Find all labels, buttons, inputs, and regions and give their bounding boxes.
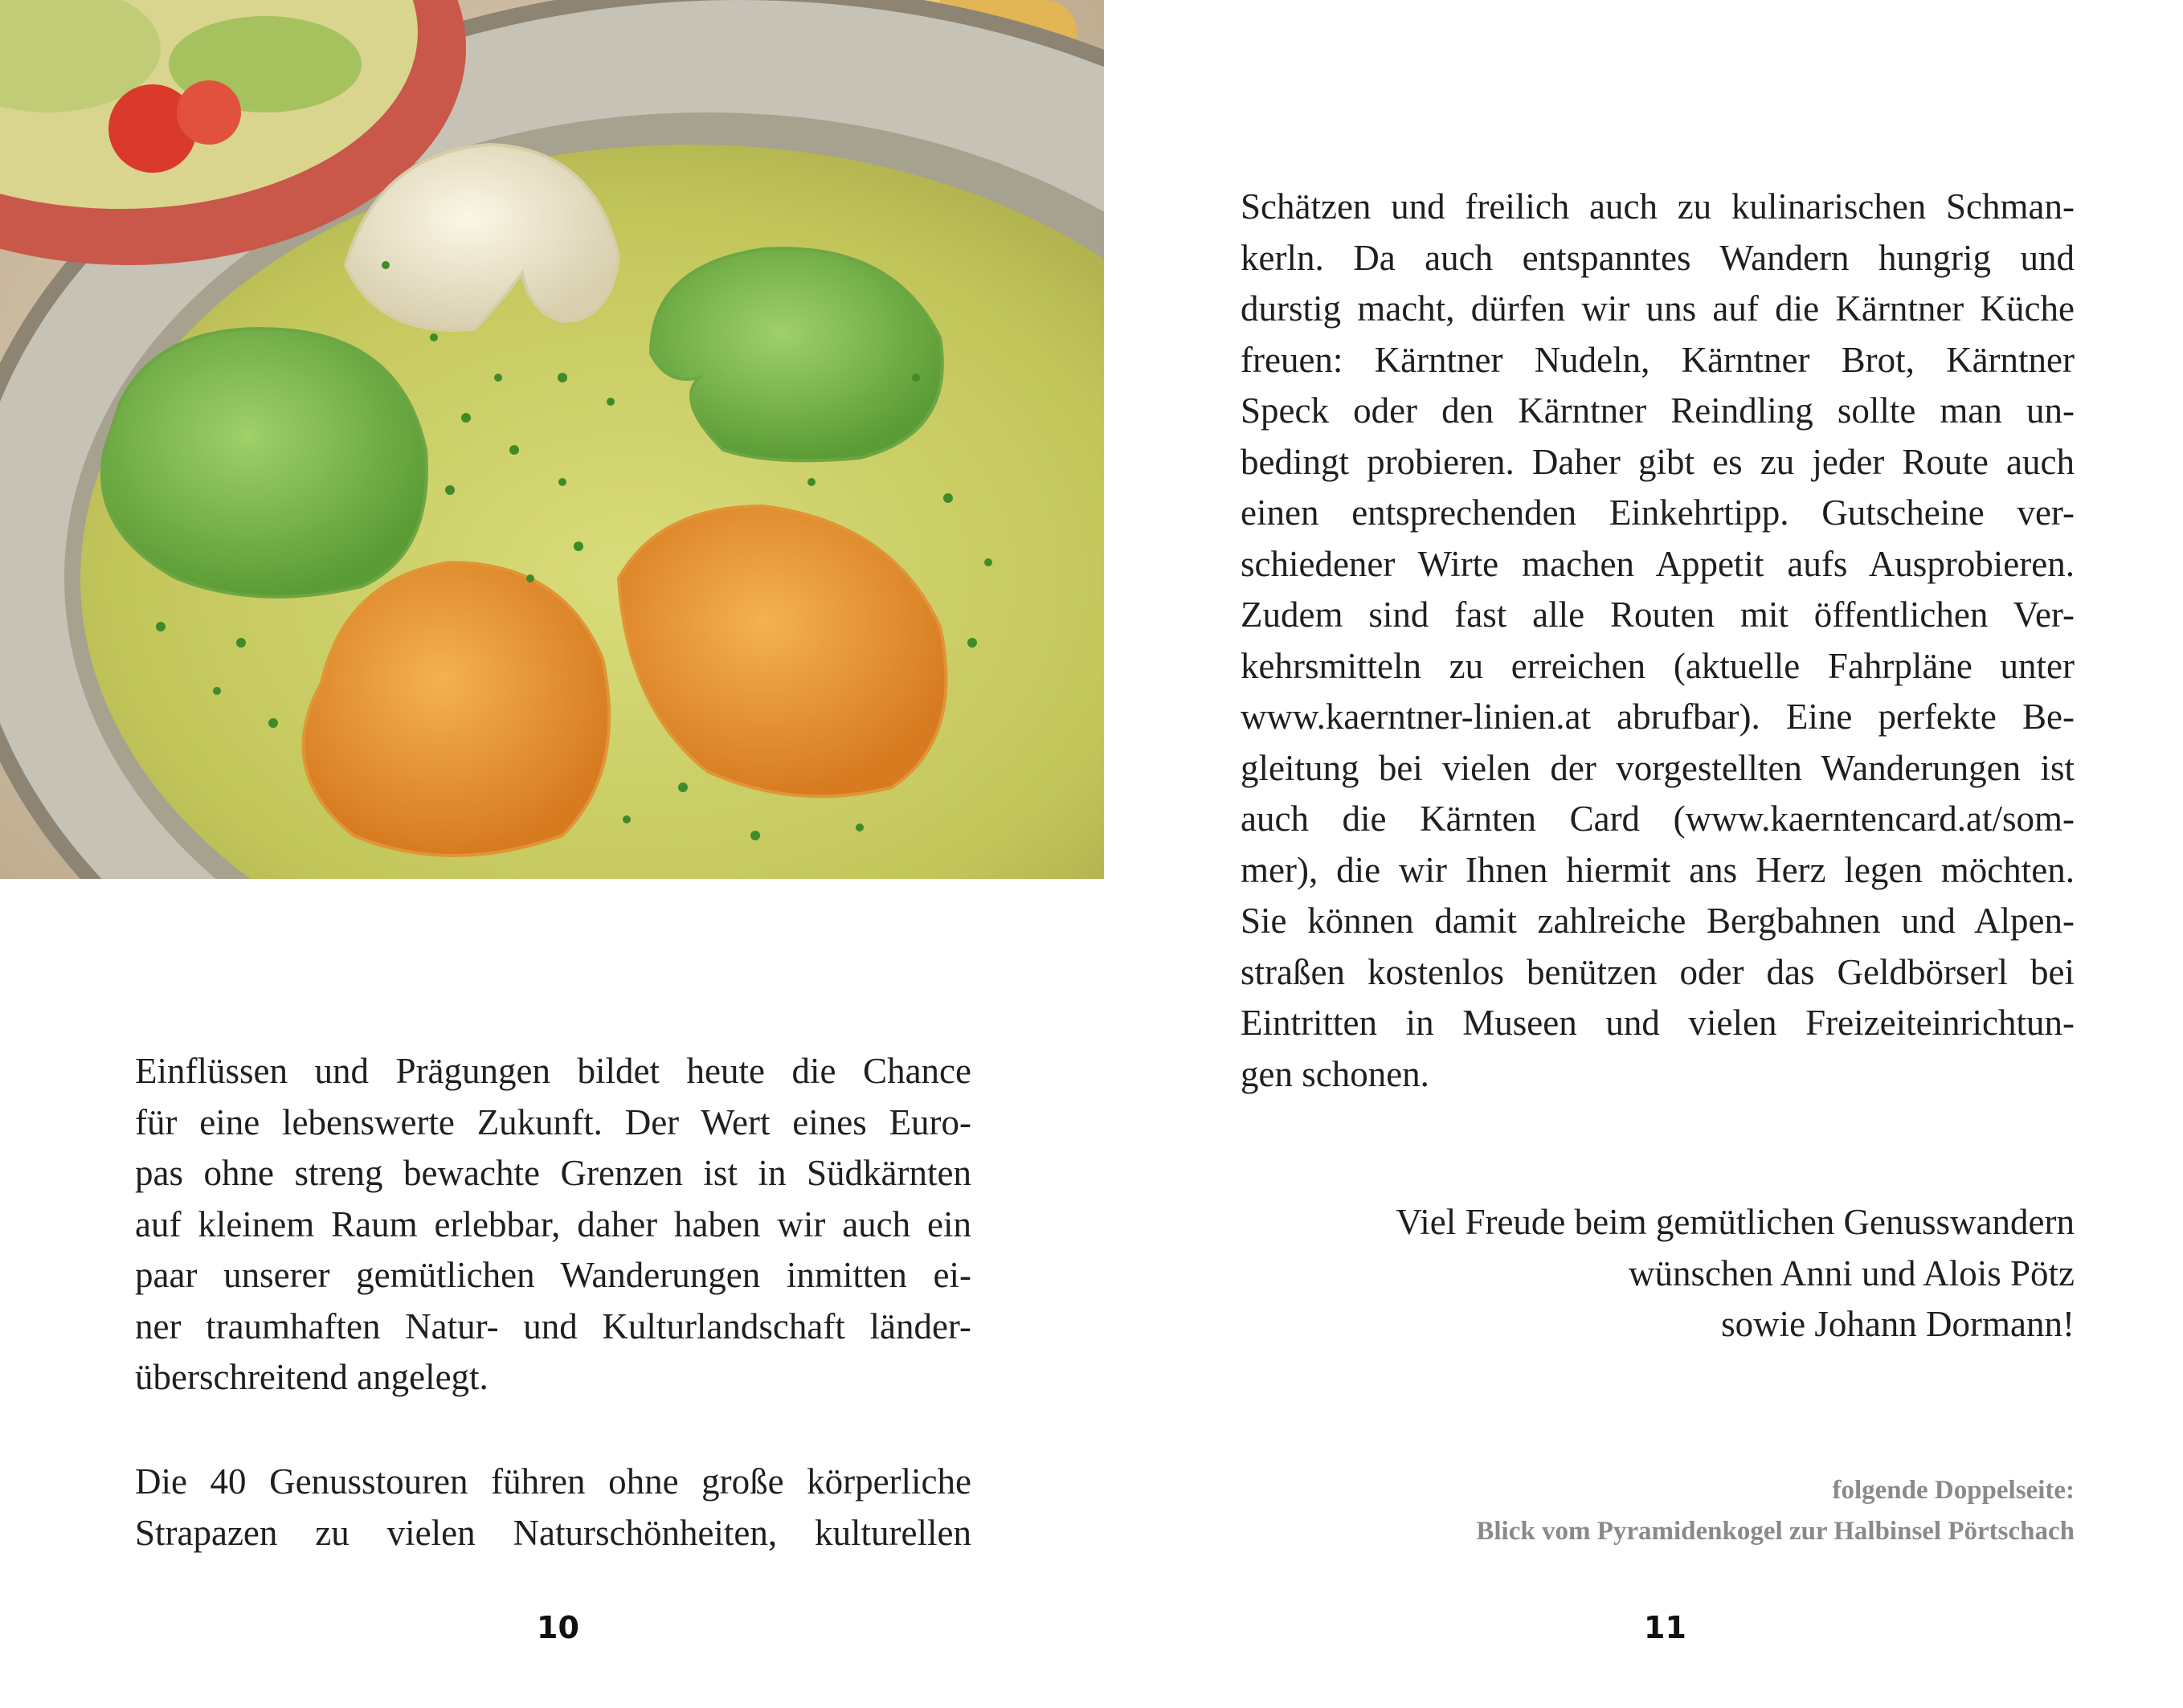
- text-line: straßen kostenlos benützen oder das Geldbörserl bei: [1241, 951, 2075, 992]
- closing-line: wünschen Anni und Alois Pötz: [1628, 1252, 2075, 1293]
- text-line: schiedener Wirte machen Appetit aufs Ausprobieren.: [1241, 543, 2075, 584]
- caption-line: folgende Doppelseite:: [1832, 1476, 2075, 1505]
- text-line: auf kleinem Raum erlebbar, daher haben wir auch ein: [135, 1203, 971, 1244]
- text-line: Die 40 Genusstouren führen ohne große körperliche: [135, 1461, 971, 1502]
- text-line: www.kaerntner-linien.at abrufbar). Eine perfekte Be-: [1241, 697, 2075, 737]
- text-line: durstig macht, dürfen wir uns auf die Kärntner Küche: [1241, 288, 2075, 329]
- text-line: überschreitend angelegt.: [135, 1357, 489, 1397]
- text-line: Strapazen zu vielen Naturschönheiten, kulturellen: [135, 1512, 971, 1553]
- closing-line: sowie Johann Dormann!: [1721, 1304, 2075, 1344]
- text-line: Speck oder den Kärntner Reindling sollte man un-: [1241, 390, 2075, 431]
- photo-caption: [1476, 1470, 2075, 1552]
- page-number-left: 10: [537, 1610, 579, 1645]
- text-line: Sie können damit zahlreiche Bergbahnen und Alpen-: [1241, 901, 2075, 941]
- text-line: gen schonen.: [1241, 1053, 1429, 1094]
- page-number-right: 11: [1644, 1610, 1686, 1645]
- text-line: auch die Kärnten Card (www.kaerntencard.at/som-: [1241, 799, 2075, 839]
- text-line: gleitung bei vielen der vorgestellten Wanderungen ist: [1241, 747, 2075, 788]
- text-line: einen entsprechenden Einkehrtipp. Gutscheine ver-: [1241, 492, 2075, 533]
- text-line: Eintritten in Museen und vielen Freizeiteinrichtun-: [1241, 1003, 2075, 1043]
- text-line: pas ohne streng bewachte Grenzen ist in Südkärnten: [135, 1153, 971, 1193]
- text-line: mer), die wir Ihnen hiermit ans Herz legen möchten.: [1241, 849, 2075, 890]
- text-line: Schätzen und freilich auch zu kulinarischen Schman-: [1241, 186, 2075, 227]
- text-line: für eine lebenswerte Zukunft. Der Wert eines Euro-: [135, 1101, 971, 1142]
- left-paragraph-1: [135, 1046, 971, 1404]
- closing-line: Viel Freude beim gemütlichen Genusswandern: [1396, 1202, 2075, 1242]
- text-line: ner traumhaften Natur- und Kulturlandschaft länder-: [135, 1306, 971, 1346]
- right-paragraph-1: [1241, 182, 2075, 1100]
- left-paragraph-2: [135, 1457, 971, 1559]
- text-line: kehrsmitteln zu erreichen (aktuelle Fahrpläne unter: [1241, 645, 2075, 686]
- caption-line: Blick vom Pyramidenkogel zur Halbinsel Pörtschach: [1476, 1517, 2075, 1546]
- food-photo: [0, 0, 1104, 879]
- text-line: Einflüssen und Prägungen bildet heute die Chance: [135, 1051, 971, 1091]
- text-line: paar unserer gemütlichen Wanderungen inmitten ei-: [135, 1255, 971, 1295]
- text-line: bedingt probieren. Daher gibt es zu jeder Route auch: [1241, 441, 2075, 482]
- text-line: kerln. Da auch entspanntes Wandern hungrig und: [1241, 237, 2075, 278]
- text-line: Zudem sind fast alle Routen mit öffentlichen Ver-: [1241, 595, 2075, 635]
- text-line: freuen: Kärntner Nudeln, Kärntner Brot, Kärntner: [1241, 339, 2075, 380]
- closing-greeting: [1396, 1197, 2075, 1350]
